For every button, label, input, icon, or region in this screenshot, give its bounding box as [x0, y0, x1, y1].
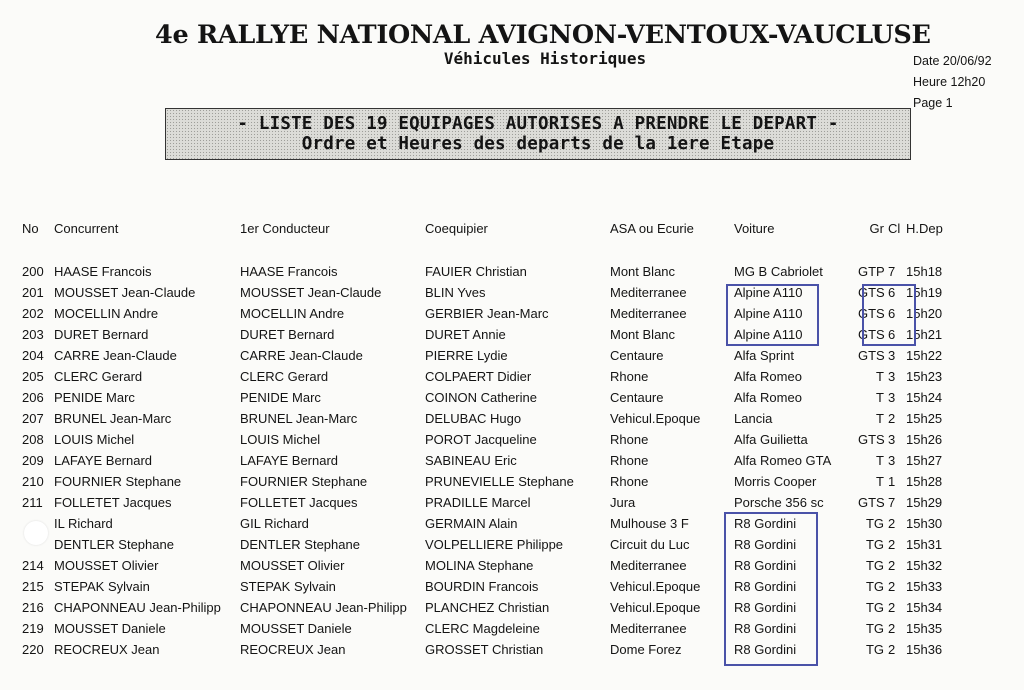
- cell-asa: Mediterranee: [610, 285, 687, 300]
- cell-coequipier: POROT Jacqueline: [425, 432, 537, 447]
- cell-voiture: Alpine A110: [734, 285, 803, 300]
- cell-coequipier: DELUBAC Hugo: [425, 411, 522, 426]
- cell-no: 216: [22, 600, 44, 615]
- column-header-coequipier: Coequipier: [425, 221, 488, 236]
- cell-conducteur: HAASE Francois: [240, 264, 338, 279]
- cell-gr: TG: [865, 558, 884, 573]
- column-header-gr: Gr: [869, 221, 884, 236]
- cell-conducteur: CHAPONNEAU Jean-Philipp: [240, 600, 407, 615]
- cell-voiture: R8 Gordini: [734, 600, 797, 615]
- cell-asa: Vehicul.Epoque: [610, 411, 701, 426]
- cell-cl: 1: [888, 474, 896, 489]
- cell-hdep: 15h31: [906, 537, 943, 552]
- cell-concurrent: STEPAK Sylvain: [54, 579, 150, 594]
- cell-coequipier: FAUIER Christian: [425, 264, 527, 279]
- cell-cl: 3: [888, 390, 896, 405]
- cell-hdep: 15h19: [906, 285, 943, 300]
- cell-coequipier: GERBIER Jean-Marc: [425, 306, 549, 321]
- cell-concurrent: IL Richard: [54, 516, 113, 531]
- cell-concurrent: MOUSSET Jean-Claude: [54, 285, 196, 300]
- paper-stain: [24, 521, 48, 545]
- cell-voiture: R8 Gordini: [734, 621, 797, 636]
- cell-gr: GTS: [858, 495, 885, 510]
- cell-no: 209: [22, 453, 44, 468]
- cell-coequipier: BOURDIN Francois: [425, 579, 539, 594]
- page-label: Page 1: [913, 96, 953, 110]
- cell-voiture: R8 Gordini: [734, 579, 797, 594]
- cell-concurrent: MOUSSET Daniele: [54, 621, 166, 636]
- cell-hdep: 15h33: [906, 579, 943, 594]
- cell-concurrent: CARRE Jean-Claude: [54, 348, 177, 363]
- cell-voiture: Alfa Guilietta: [734, 432, 808, 447]
- cell-no: 200: [22, 264, 44, 279]
- cell-voiture: Alpine A110: [734, 306, 803, 321]
- table-row: [22, 429, 962, 450]
- cell-conducteur: STEPAK Sylvain: [240, 579, 336, 594]
- cell-gr: TG: [865, 600, 884, 615]
- cell-gr: T: [876, 453, 884, 468]
- cell-asa: Mediterranee: [610, 306, 687, 321]
- cell-gr: T: [876, 369, 884, 384]
- cell-conducteur: MOUSSET Jean-Claude: [240, 285, 382, 300]
- cell-coequipier: GROSSET Christian: [425, 642, 544, 657]
- cell-coequipier: GERMAIN Alain: [425, 516, 518, 531]
- cell-conducteur: REOCREUX Jean: [240, 642, 346, 657]
- cell-no: 201: [22, 285, 44, 300]
- cell-no: 220: [22, 642, 44, 657]
- cell-asa: Centaure: [610, 348, 664, 363]
- cell-asa: Mont Blanc: [610, 327, 676, 342]
- cell-asa: Vehicul.Epoque: [610, 600, 701, 615]
- cell-concurrent: FOLLETET Jacques: [54, 495, 172, 510]
- cell-gr: TG: [865, 621, 884, 636]
- cell-coequipier: VOLPELLIERE Philippe: [425, 537, 564, 552]
- cell-gr: TG: [865, 516, 884, 531]
- cell-gr: TG: [865, 642, 884, 657]
- cell-hdep: 15h29: [906, 495, 943, 510]
- cell-concurrent: MOCELLIN Andre: [54, 306, 159, 321]
- table-row: [22, 618, 962, 639]
- cell-asa: Rhone: [610, 453, 649, 468]
- table-row: [22, 261, 962, 282]
- cell-hdep: 15h23: [906, 369, 943, 384]
- time-label: Heure 12h20: [913, 75, 986, 89]
- cell-conducteur: PENIDE Marc: [240, 390, 321, 405]
- cell-coequipier: PRUNEVIELLE Stephane: [425, 474, 574, 489]
- cell-no: 215: [22, 579, 44, 594]
- cell-conducteur: FOURNIER Stephane: [240, 474, 368, 489]
- cell-voiture: Alpine A110: [734, 327, 803, 342]
- column-header-asa: ASA ou Ecurie: [610, 221, 694, 236]
- cell-voiture: R8 Gordini: [734, 537, 797, 552]
- cell-cl: 2: [888, 516, 896, 531]
- table-row: [22, 513, 962, 534]
- table-row: [22, 408, 962, 429]
- cell-voiture: R8 Gordini: [734, 516, 797, 531]
- cell-conducteur: MOUSSET Olivier: [240, 558, 345, 573]
- cell-cl: 3: [888, 432, 896, 447]
- cell-coequipier: PIERRE Lydie: [425, 348, 508, 363]
- column-header-hdep: H.Dep: [906, 221, 943, 236]
- cell-asa: Rhone: [610, 474, 649, 489]
- cell-cl: 6: [888, 285, 896, 300]
- cell-asa: Dome Forez: [610, 642, 682, 657]
- entries-table: [22, 221, 962, 660]
- cell-gr: T: [876, 411, 884, 426]
- cell-hdep: 15h21: [906, 327, 943, 342]
- cell-asa: Circuit du Luc: [610, 537, 690, 552]
- cell-conducteur: BRUNEL Jean-Marc: [240, 411, 358, 426]
- cell-hdep: 15h36: [906, 642, 943, 657]
- cell-voiture: MG B Cabriolet: [734, 264, 823, 279]
- cell-conducteur: FOLLETET Jacques: [240, 495, 358, 510]
- banner-line-2: Ordre et Heures des departs de la 1ere Etape: [301, 134, 775, 154]
- cell-concurrent: LOUIS Michel: [54, 432, 135, 447]
- column-header-voiture: Voiture: [734, 221, 775, 236]
- cell-voiture: Morris Cooper: [734, 474, 817, 489]
- cell-coequipier: COINON Catherine: [425, 390, 537, 405]
- cell-voiture: R8 Gordini: [734, 558, 797, 573]
- cell-hdep: 15h34: [906, 600, 943, 615]
- document-title: 4e RALLYE NATIONAL AVIGNON-VENTOUX-VAUCLUSE: [155, 20, 931, 50]
- cell-no: 207: [22, 411, 44, 426]
- cell-gr: GTS: [858, 327, 885, 342]
- cell-gr: GTS: [858, 285, 885, 300]
- cell-gr: TG: [865, 579, 884, 594]
- list-banner: [165, 108, 911, 160]
- table-header-row: [22, 221, 962, 241]
- cell-no: 202: [22, 306, 44, 321]
- cell-no: 204: [22, 348, 44, 363]
- table-row: [22, 366, 962, 387]
- cell-concurrent: MOUSSET Olivier: [54, 558, 159, 573]
- cell-conducteur: GIL Richard: [240, 516, 309, 531]
- cell-cl: 3: [888, 369, 896, 384]
- cell-hdep: 15h22: [906, 348, 943, 363]
- cell-gr: GTS: [858, 306, 885, 321]
- table-row: [22, 345, 962, 366]
- cell-concurrent: DENTLER Stephane: [54, 537, 174, 552]
- cell-cl: 2: [888, 537, 896, 552]
- cell-concurrent: CHAPONNEAU Jean-Philipp: [54, 600, 221, 615]
- cell-cl: 3: [888, 453, 896, 468]
- cell-hdep: 15h27: [906, 453, 943, 468]
- cell-conducteur: DURET Bernard: [240, 327, 335, 342]
- cell-hdep: 15h28: [906, 474, 943, 489]
- cell-no: 214: [22, 558, 44, 573]
- cell-asa: Rhone: [610, 432, 649, 447]
- column-header-no: No: [22, 221, 39, 236]
- cell-voiture: Lancia: [734, 411, 773, 426]
- cell-voiture: Alfa Romeo GTA: [734, 453, 832, 468]
- cell-gr: GTS: [858, 348, 885, 363]
- table-row: [22, 303, 962, 324]
- cell-cl: 2: [888, 558, 896, 573]
- cell-concurrent: CLERC Gerard: [54, 369, 143, 384]
- cell-conducteur: DENTLER Stephane: [240, 537, 360, 552]
- cell-gr: GTS: [858, 432, 885, 447]
- cell-cl: 7: [888, 264, 896, 279]
- cell-hdep: 15h20: [906, 306, 943, 321]
- cell-asa: Mulhouse 3 F: [610, 516, 689, 531]
- cell-cl: 3: [888, 348, 896, 363]
- cell-hdep: 15h35: [906, 621, 943, 636]
- cell-cl: 2: [888, 600, 896, 615]
- cell-cl: 2: [888, 411, 896, 426]
- table-row: [22, 471, 962, 492]
- table-row: [22, 576, 962, 597]
- column-header-cl: Cl: [888, 221, 901, 236]
- cell-hdep: 15h30: [906, 516, 943, 531]
- cell-asa: Vehicul.Epoque: [610, 579, 701, 594]
- cell-gr: TG: [865, 537, 884, 552]
- table-row: [22, 324, 962, 345]
- table-row: [22, 555, 962, 576]
- cell-cl: 2: [888, 642, 896, 657]
- cell-concurrent: LAFAYE Bernard: [54, 453, 153, 468]
- cell-conducteur: MOUSSET Daniele: [240, 621, 352, 636]
- document-subtitle: Véhicules Historiques: [443, 49, 647, 68]
- cell-gr: T: [876, 474, 884, 489]
- cell-coequipier: PRADILLE Marcel: [425, 495, 531, 510]
- cell-cl: 7: [888, 495, 896, 510]
- cell-concurrent: HAASE Francois: [54, 264, 152, 279]
- table-row: [22, 597, 962, 618]
- cell-voiture: Alfa Sprint: [734, 348, 794, 363]
- cell-coequipier: PLANCHEZ Christian: [425, 600, 550, 615]
- cell-asa: Rhone: [610, 369, 649, 384]
- cell-hdep: 15h24: [906, 390, 943, 405]
- cell-concurrent: PENIDE Marc: [54, 390, 135, 405]
- cell-voiture: Alfa Romeo: [734, 390, 802, 405]
- cell-conducteur: LAFAYE Bernard: [240, 453, 339, 468]
- table-row: [22, 387, 962, 408]
- cell-concurrent: DURET Bernard: [54, 327, 149, 342]
- cell-hdep: 15h18: [906, 264, 943, 279]
- cell-no: 203: [22, 327, 44, 342]
- cell-coequipier: COLPAERT Didier: [425, 369, 532, 384]
- cell-coequipier: SABINEAU Eric: [425, 453, 517, 468]
- cell-no: 219: [22, 621, 44, 636]
- banner-line-1: - LISTE DES 19 EQUIPAGES AUTORISES A PRENDRE LE DEPART -: [237, 114, 839, 134]
- cell-concurrent: BRUNEL Jean-Marc: [54, 411, 172, 426]
- cell-asa: Mont Blanc: [610, 264, 676, 279]
- date-label: Date 20/06/92: [913, 54, 992, 68]
- cell-no: 211: [22, 495, 43, 510]
- cell-voiture: Alfa Romeo: [734, 369, 802, 384]
- cell-coequipier: BLIN Yves: [425, 285, 486, 300]
- cell-asa: Jura: [610, 495, 636, 510]
- cell-conducteur: CARRE Jean-Claude: [240, 348, 363, 363]
- cell-conducteur: CLERC Gerard: [240, 369, 329, 384]
- cell-conducteur: LOUIS Michel: [240, 432, 321, 447]
- cell-asa: Mediterranee: [610, 558, 687, 573]
- cell-no: 208: [22, 432, 44, 447]
- cell-coequipier: CLERC Magdeleine: [425, 621, 540, 636]
- cell-cl: 2: [888, 579, 896, 594]
- cell-asa: Mediterranee: [610, 621, 687, 636]
- cell-cl: 6: [888, 306, 896, 321]
- cell-no: 205: [22, 369, 44, 384]
- cell-gr: T: [876, 390, 884, 405]
- table-row: [22, 282, 962, 303]
- cell-hdep: 15h25: [906, 411, 943, 426]
- cell-hdep: 15h32: [906, 558, 943, 573]
- table-row: [22, 534, 962, 555]
- table-row: [22, 492, 962, 513]
- cell-concurrent: REOCREUX Jean: [54, 642, 160, 657]
- cell-gr: GTP: [858, 264, 885, 279]
- cell-voiture: R8 Gordini: [734, 642, 797, 657]
- column-header-concurrent: Concurrent: [54, 221, 119, 236]
- cell-cl: 6: [888, 327, 896, 342]
- cell-asa: Centaure: [610, 390, 664, 405]
- table-body: [22, 241, 962, 660]
- cell-no: 210: [22, 474, 44, 489]
- cell-coequipier: MOLINA Stephane: [425, 558, 534, 573]
- cell-voiture: Porsche 356 sc: [734, 495, 824, 510]
- cell-coequipier: DURET Annie: [425, 327, 506, 342]
- cell-concurrent: FOURNIER Stephane: [54, 474, 182, 489]
- cell-conducteur: MOCELLIN Andre: [240, 306, 345, 321]
- table-row: [22, 450, 962, 471]
- cell-cl: 2: [888, 621, 896, 636]
- cell-no: 206: [22, 390, 44, 405]
- column-header-conducteur: 1er Conducteur: [240, 221, 330, 236]
- table-row: [22, 639, 962, 660]
- cell-hdep: 15h26: [906, 432, 943, 447]
